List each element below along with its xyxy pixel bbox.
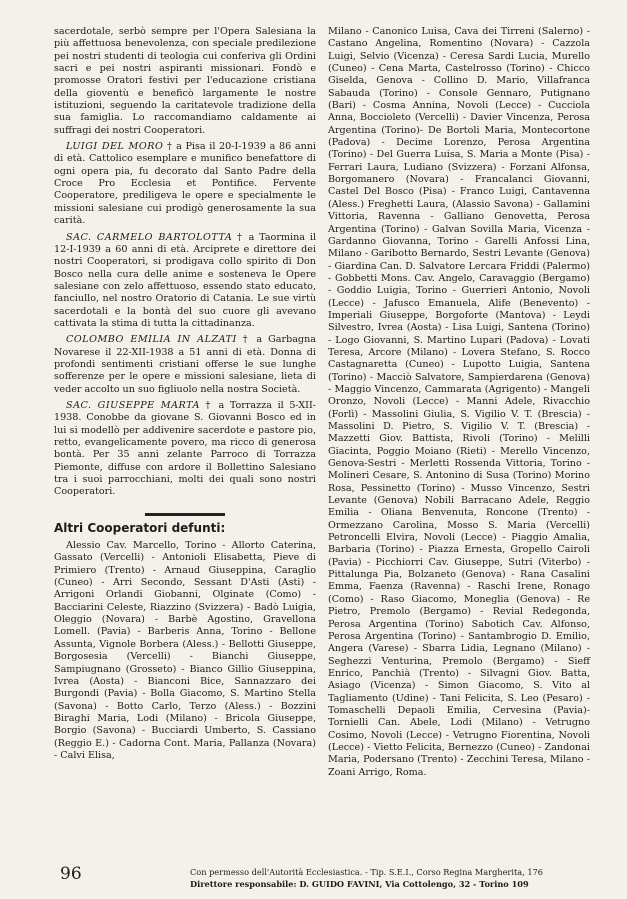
- obituary-text: † a Garbagna Novarese il 22-XII-1938 a 51 anni di età. Donna di profondi sentimenti cristiani offerse le sue lunghe sofferenze per le opere e missioni salesiane, lieta di veder accolto un suo figliuolo nella nostra Società.: [54, 334, 316, 395]
- obituary-text: † a Taormina il 12-I-1939 a 60 anni di età. Arciprete e direttore dei nostri Cooperatori, si prodigava collo spirito di Don Bosco nella cura delle anime e sosteneva le Opere salesiane con zelo affettuoso, essendo stato educato, fanciullo, nel nostro Oratorio di Catania. Le sue virtù sacerdotali e la bontà del suo cuore gli avevano cattivata la stima di tutta la cittadinanza.: [54, 231, 316, 329]
- obituary-bartolotta: [54, 232, 316, 331]
- footer-imprint: [190, 866, 590, 890]
- obituary-name: SAC. GIUSEPPE MARTA: [66, 399, 200, 411]
- page-number: 96: [60, 864, 82, 884]
- obituary-del-moro: [54, 141, 316, 227]
- obituary-text: † a Torrazza il 5-XII-1938. Conobbe da giovane S. Giovanni Bosco ed in lui si modellò per addivenire sacerdote e pastore pio, retto, evangelicamente povero, ma ricco di generosa bontà. Per 35 anni zelante Parroco di Torrazza Piemonte, diffuse con ardore il Bollettino Salesiano tra i suoi parrocchiani, molti dei quali sono nostri Cooperatori.: [54, 399, 316, 498]
- footer-line-1: Con permesso dell'Autorità Ecclesiastica. - Tip. S.E.I., Corso Regina Margherita, 176: [190, 867, 543, 877]
- left-column: [54, 26, 316, 762]
- obituary-name: SAC. CARMELO BARTOLOTTA: [66, 231, 233, 243]
- deceased-list-start: Alessio Cav. Marcello, Torino - Allorto Caterina, Gassato (Vercelli) - Antonioli Elisabetta, Pieve di Primiero (Trento) - Arnaud Giuseppina, Caraglio (Cuneo) - Arri Secondo, Sessant D'Asti (Asti) - Arrigoni Orlandi Giobanni, Olginate (Como) - Bacciarini Celeste, Riazzino (Svizzera) - Badò Luigia, Oleggio (Novara) - Barbè Agostino, Gravellona Lomell. (Pavia) - Barberis Anna, Torino - Bellone Assunta, Vignole Borbera (Aless.) - Bellotti Giuseppe, Borgosesia (Vercelli) - Bianchi Giuseppe, Sampiugnano (Grosseto) - Bianco Gillio Giuseppina, Ivrea (Aosta) - Bianconi Bice, Sannazzaro dei Burgondi (Pavia) - Bolla Giacomo, S. Martino Stella (Savona) - Botto Carlo, Terzo (Aless.) - Bozzini Biraghi Maria, Lodi (Milano) - Bricola Giuseppe, Borgio (Savona) - Bucciardi Umberto, S. Cassiano (Reggio E.) - Cadorna Cont. Maria, Pallanza (Novara) - Calvi Elisa,: [54, 540, 316, 761]
- section-title: Altri Cooperatori defunti:: [54, 520, 226, 535]
- deceased-list-continued: Milano - Canonico Luisa, Cava dei Tirreni (Salerno) - Castano Angelina, Romentino (Novara) - Cazzola Luigi, Selvio (Vicenza) - Ceresa Sardi Lucia, Murello (Cuneo) - Cena Marta, Castelrosso (Torino) - Chicco Giselda, Genova - Collino D. Mario, Villafranca Sabauda (Torino) - Console Gennaro, Putignano (Bari) - Cosma Annina, Novoli (Lecce) - Cucciola Anna, Boccioleto (Vercelli) - Davier Vincenza, Perosa Argentina (Torino)- De Bortoli Maria, Montecortone (Padova) - Decime Lorenzo, Perosa Argentina (Torino) - Del Guerra Luisa, S. Maria a Monte (Pisa) - Ferrari Laura, Ludiano (Svizzera) - Forzani Alfonsa, Borgomanero (Novara) - Francalanci Giovanni, Castel Del Bosco (Pisa) - Franco Luigi, Cantavenna (Aless.) Freghetti Laura, (Alassio Savona) - Gallamini Vittoria, Ravenna - Galliano Genovetta, Perosa Argentina (Torino) - Galvan Sovilla Maria, Vicenza - Gardanno Giovanna, Torino - Garelli Anfossi Lina, Milano - Garibotto Bernardo, Sestri Levante (Genova) - Giardina Can. D. Salvatore Lercara Friddi (Palermo) - Gobbetti Mons. Cav. Angelo, Caravaggio (Bergamo) - Goddio Luigia, Torino - Guerrieri Antonio, Novoli (Lecce) - Jafusco Emanuela, Alife (Benevento) - Imperiali Giuseppe, Borgoforte (Mantova) - Leydi Silvestro, Ivrea (Aosta) - Lisa Luigi, Santena (Torino) - Logo Giovanni, S. Martino Lupari (Padova) - Lovati Teresa, Arcore (Milano) - Lovera Stefano, S. Rocco Castagnaretta (Cuneo) - Lupotto Luigia, Santena (Torino) - Macciò Salvatore, Sampierdarena (Genova) - Maggio Vincenzo, Cammarata (Agrigento) - Mangeli Oronzo, Novoli (Lecce) - Manni Adele, Rivacchio (Forlì) - Massolini Giulia, S. Vigilio V. T. (Brescia) - Massolini D. Pietro, S. Vigilio V. T. (Brescia) - Mazzetti Giov. Battista, Rivoli (Torino) - Melilli Giacinta, Poggio Moiano (Rieti) - Merello Vincenzo, Genova-Sestri - Merletti Rossenda Vittoria, Torino - Molineri Cesare, S. Antonino di Susa (Torino) Morino Rosa, Pessinetto (Torino) - Musso Vincenzo, Sestri Levante (Genova) Nobili Barracano Adele, Reggio Emilia - Oliana Benvenuta, Roncone (Trento) - Ormezzano Carolina, Mosso S. Maria (Vercelli) Petroncelli Elvira, Novoli (Lecce) - Piaggio Amalia, Barbaria (Torino) - Piazza Ernesta, Gropello Cairoli (Pavia) - Picchiorri Cav. Giuseppe, Sutri (Viterbo) - Pittalunga Pia, Bolzaneto (Genova) - Rana Casalini Emma, Faenza (Ravenna) - Raschi Irene, Ronago (Como) - Raso Giacomo, Moneglia (Genova) - Re Pietro, Premolo (Bergamo) - Revial Redegonda, Perosa Argentina (Torino) Sabotich Cav. Alfonso, Perosa Argentina (Torino) - Santambrogio D. Emilio, Angera (Varese) - Sbarra Lidia, Legnano (Milano) - Seghezzi Venturina, Premolo (Bergamo) - Sieff Enrico, Panchià (Trento) - Silvagni Giov. Batta, Asiago (Vicenza) - Simon Giacomo, S. Vito al Tagliamento (Udine) - Tani Felicita, S. Leo (Pesaro) - Tomaschelli Depaoli Emilia, Cervesina (Pavia)- Tornielli Can. Abele, Lodi (Milano) - Vetrugno Cosimo, Novoli (Lecce) - Vetrugno Fiorentina, Novoli (Lecce) - Vietto Felicita, Bernezzo (Cuneo) - Zandonai Maria, Podersano (Trento) - Zecchini Teresa, Milano - Zoani Arrigo, Roma.: [328, 26, 590, 778]
- obituary-name: COLOMBO EMILIA IN ALZATI: [66, 334, 237, 346]
- right-column: [328, 26, 590, 779]
- obituary-text: † a Pisa il 20-I-1939 a 86 anni di età. Cattolico esemplare e munifico benefattore di ogni opera pia, fu decorato dal Santo Padre della Croce Pro Ecclesia et Pontifice. Fervente Cooperatore, prediligeva le opere e specialmente le missioni salesiane cui prodigò generosamente la sua carità.: [54, 141, 317, 227]
- obituary-name: LUIGI DEL MORO: [66, 141, 164, 153]
- footer-line-2: Direttore responsabile: D. GUIDO FAVINI, Via Cottolengo, 32 - Torino 109: [190, 879, 529, 889]
- intro-paragraph: sacerdotale, serbò sempre per l'Opera Salesiana la più affettuosa benevolenza, con speciale predilezione pei nostri studenti di teologia cui conferiva gli Ordini sacri e pei nostri aspiranti missionari. Fondò e promosse Oratori festivi per l'educazione cristiana della gioventù e beneficò largamente le nostre istituzioni, seguendo la caritatevole tradizione della sua famiglia. Lo raccomandiamo caldamente ai suffragi dei nostri Cooperatori.: [54, 26, 316, 136]
- section-divider: [145, 513, 225, 516]
- obituary-colombo: [54, 334, 316, 396]
- obituary-marta: [54, 400, 316, 499]
